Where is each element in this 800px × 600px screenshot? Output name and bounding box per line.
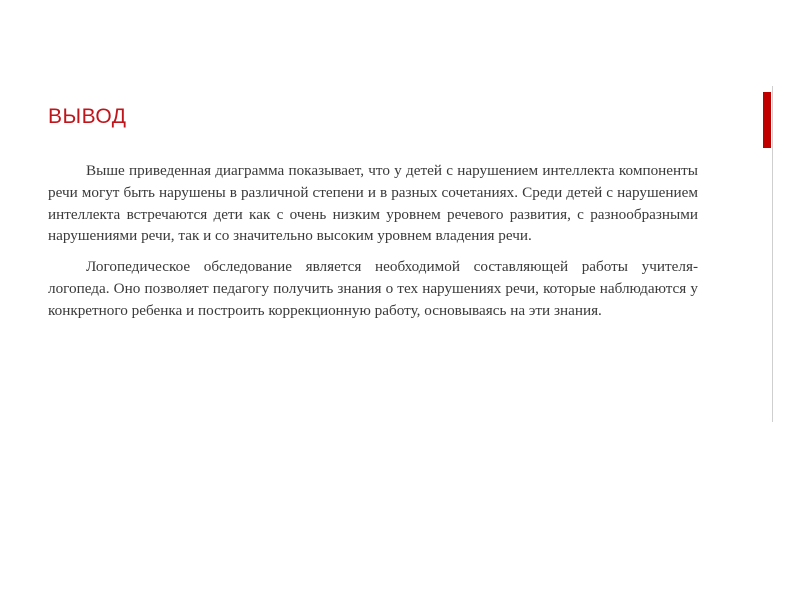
divider-line	[772, 86, 773, 422]
paragraph-conclusion: Выше приведенная диаграмма показывает, что у детей с нарушением интеллекта компоненты речи могут быть нарушены в различной степени и в разных сочетаниях. Среди детей с нарушением интеллекта встречаются дети как с очень низким уровнем речевого развития, с разнообразными нарушениями речи, так и со значительно высоким уровнем владения речи.	[48, 162, 698, 245]
slide-body	[48, 160, 698, 331]
paragraph-speech-therapy: Логопедическое обследование является необходимой составляющей работы учителя-логопеда. Оно позволяет педагогу получить знания о тех нарушениях речи, которые наблюдаются у конкретного ребенка и построить коррекционную работу, основываясь на эти знания.	[48, 258, 698, 319]
accent-bar	[763, 92, 771, 148]
slide-title: ВЫВОД	[48, 105, 127, 128]
